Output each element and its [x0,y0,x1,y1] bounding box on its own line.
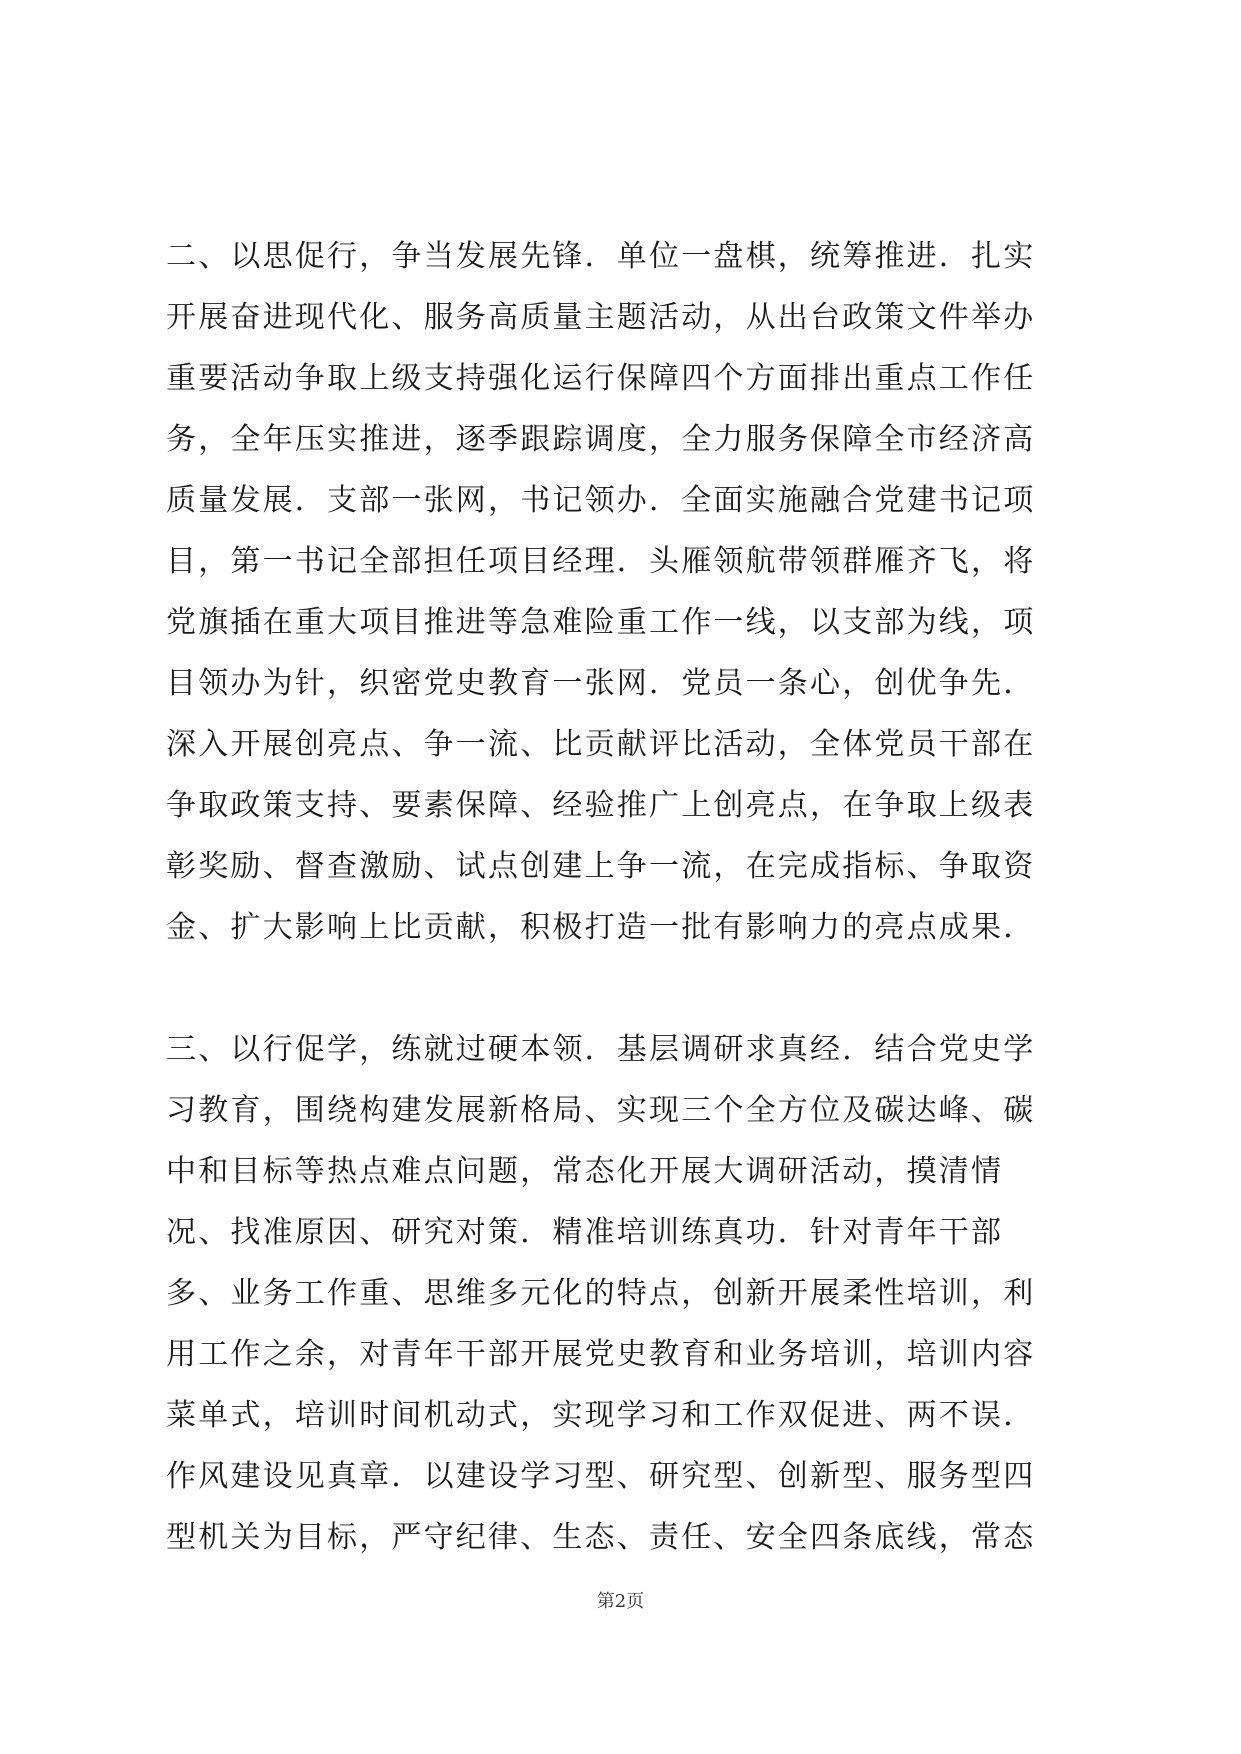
text-line: 党旗插在重大项目推进等急难险重工作一线，以支部为线，项 [166,605,1036,640]
text-line: 目，第一书记全部担任项目经理．头雁领航带领群雁齐飞，将 [166,544,1036,579]
page-number-footer: 第2页 [596,1591,645,1612]
paragraph-spacer [166,958,1076,1019]
text-line: 彰奖励、督查激励、试点创建上争一流，在完成指标、争取资 [166,849,1036,884]
text-line: 开展奋进现代化、服务高质量主题活动，从出台政策文件举办 [166,300,1036,335]
text-line: 多、业务工作重、思维多元化的特点，创新开展柔性培训，利 [166,1276,1036,1311]
text-line: 二、以思促行，争当发展先锋．单位一盘棋，统筹推进．扎实 [166,239,1036,274]
text-line: 务，全年压实推进，逐季跟踪调度，全力服务保障全市经济高 [166,422,1036,457]
text-line: 型机关为目标，严守纪律、生态、责任、安全四条底线，常态 [166,1520,1036,1555]
text-line: 中和目标等热点难点问题，常态化开展大调研活动，摸清情 [166,1154,1004,1189]
text-line: 用工作之余，对青年干部开展党史教育和业务培训，培训内容 [166,1337,1036,1372]
text-line: 质量发展．支部一张网，书记领办．全面实施融合党建书记项 [166,483,1036,518]
text-line: 金、扩大影响上比贡献，积极打造一批有影响力的亮点成果． [166,910,1036,945]
text-line: 习教育，围绕构建发展新格局、实现三个全方位及碳达峰、碳 [166,1093,1036,1128]
paragraph-section-two [166,226,1076,958]
body-text [166,226,1076,1568]
text-line: 争取政策支持、要素保障、经验推广上创亮点，在争取上级表 [166,788,1036,823]
text-line: 深入开展创亮点、争一流、比贡献评比活动，全体党员干部在 [166,727,1036,762]
text-line: 菜单式，培训时间机动式，实现学习和工作双促进、两不误． [166,1398,1036,1433]
text-line: 况、找准原因、研究对策．精准培训练真功．针对青年干部 [166,1215,1004,1250]
text-line: 目领办为针，织密党史教育一张网．党员一条心，创优争先． [166,666,1036,701]
text-line: 三、以行促学，练就过硬本领．基层调研求真经．结合党史学 [166,1032,1036,1067]
text-line: 作风建设见真章．以建设学习型、研究型、创新型、服务型四 [166,1459,1036,1494]
paragraph-section-three [166,1019,1076,1568]
text-line: 重要活动争取上级支持强化运行保障四个方面排出重点工作任 [166,361,1036,396]
